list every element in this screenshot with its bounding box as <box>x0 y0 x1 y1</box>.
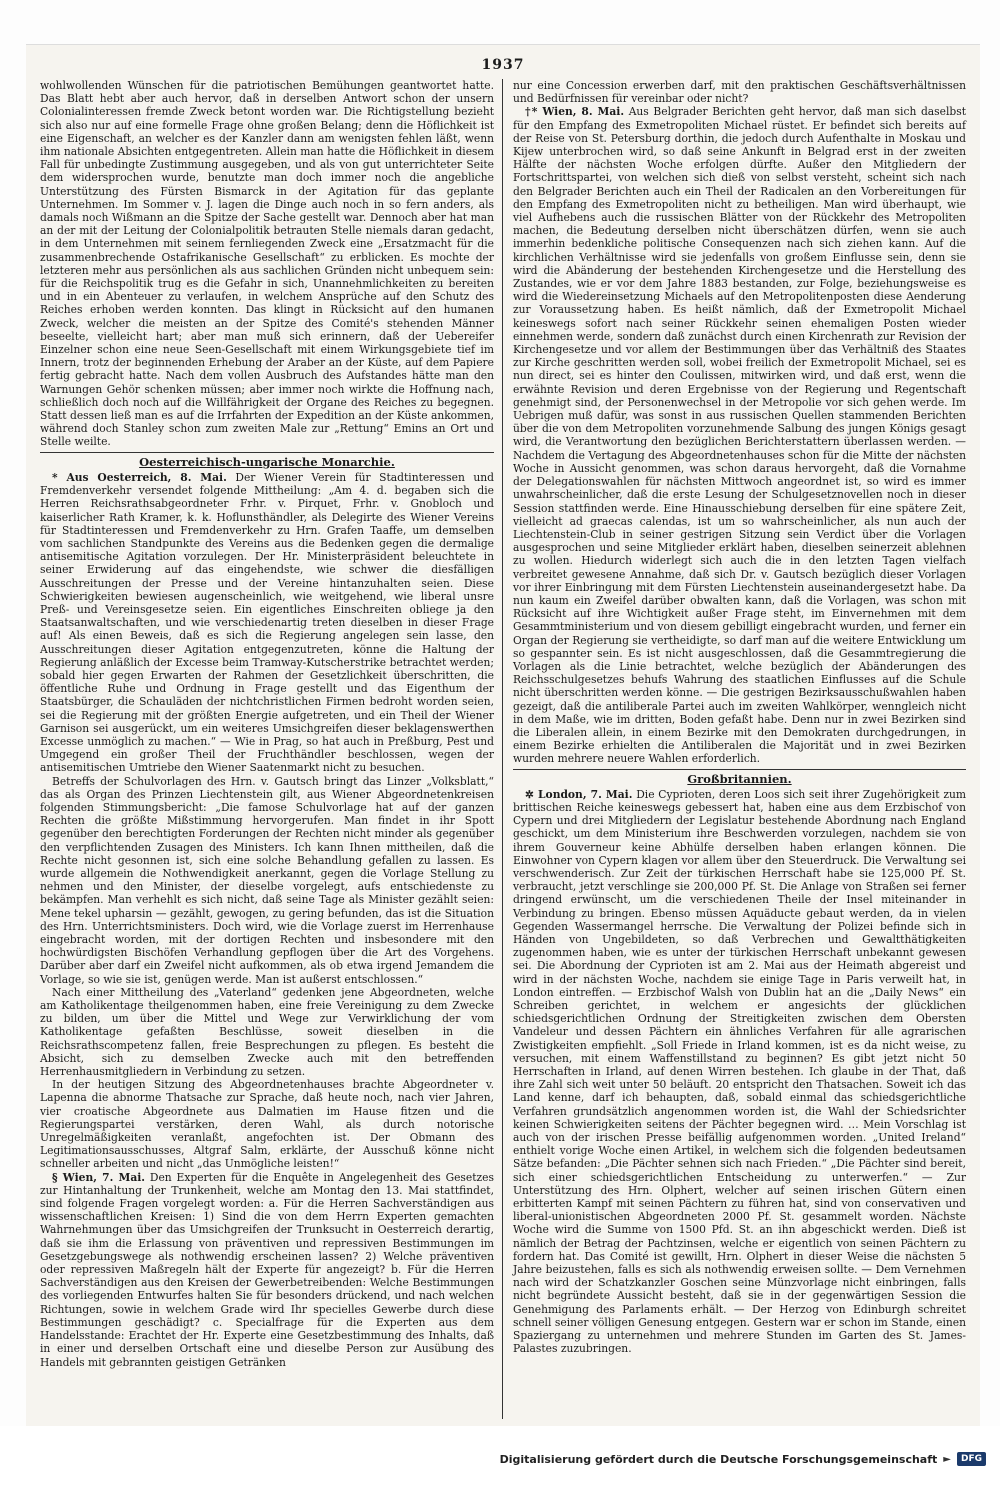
right-column <box>503 79 970 1419</box>
section-title-austria: Oesterreichisch-ungarische Monarchie. <box>139 454 395 469</box>
section-divider <box>513 769 966 770</box>
dateline: * Aus Oesterreich, 8. Mai. <box>52 470 227 484</box>
article-paragraph: Den Experten für die Enquête in Angelegenheit des Gesetzes zur Hintanhaltung der Trunkenheit, welche am Montag den 13. Mai stattfindet, sind folgende Fragen vorgelegt worden: a. Für die Herren Sachverständigen aus wissenschaftlichen Kreisen: 1) Sind die von dem Herrn Experten gemachten Wahrnehmungen über das Umsichgreifen der Trunksucht in Oesterreich derartig, daß sie ihm die Erlassung von präventiven und repressiven Bestimmungen im Gesetzgebungswege als nothwendig erscheinen lassen? 2) Welche präventiven oder repressiven Maßregeln hält der Experte für angezeigt? b. Für die Herren Sachverständigen aus den Kreisen der Gewerbetreibenden: Welche Bestimmungen des vorliegenden Entwurfes halten Sie für besonders drückend, und nach welchen Richtungen, sowie in welchem Grade wird Ihr specielles Gewerbe durch diese Bestimmungen geschädigt? c. Specialfrage für die Experten aus dem Handelsstande: Erachtet der Hr. Experte eine Gesetzbestimmung des Inhalts, daß in einer und derselben Ortschaft eine und dieselbe Person zur Ausübung des Handels mit gebrannten geistigen Getränken <box>40 1170 494 1369</box>
article-paragraph: In der heutigen Sitzung des Abgeordnetenhauses brachte Abgeordneter v. Lapenna die abnorme Thatsache zur Sprache, daß heute noch, nach vier Jahren, vier croatische Abgeordnete aus Dalmatien im Hause fitzen und die Regierungspartei verstärken, deren Wahl, als durch notorische Unregelmäßigkeiten veranlaßt, angefochten ist. Der Obmann des Legitimationsausschusses, Altgraf Salm, erklärte, der Ausschuß könne nicht schneller arbeiten und nicht „das Unmögliche leisten!“ <box>40 1078 494 1171</box>
article-paragraph: Die Cyprioten, deren Loos sich seit ihrer Zugehörigkeit zum brittischen Reiche keineswegs gebessert hat, haben eine aus dem Erzbischof von Cypern und drei Mitgliedern der Legislatur bestehende Abordnung nach England geschickt, um dem Ministerium ihre Beschwerden vorzulegen, nachdem sie von ihrem Gouverneur keine Abhülfe derselben haben erlangen können. Die Einwohner von Cypern klagen vor allem über den Steuerdruck. Die Verwaltung sei verschwenderisch. Zur Zeit der türkischen Herrschaft habe sie 125,000 Pf. St. verbraucht, jetzt verschlinge sie 200,000 Pf. St. Die Anlage von Straßen sei ferner dringend erwünscht, um die verschiedenen Theile der Insel miteinander in Verbindung zu bringen. Ebenso müssen Aquäducte gebaut werden, da in vielen Gegenden Wassermangel herrsche. Die Verwaltung der Polizei befinde sich in Händen von Ungebildeten, so daß Verbrechen und Gewaltthätigkeiten zugenommen haben, wie es unter der türkischen Herrschaft unbekannt gewesen sei. Die Abordnung der Cyprioten ist am 2. Mai aus der Heimath abgereist und wird in der nächsten Woche, nachdem sie einige Tage in Paris verweilt hat, in London eintreffen. — Erzbischof Walsh von Dublin hat an die „Daily News“ ein Schreiben gerichtet, in welchem er angesichts der glücklichen schiedsgerichtlichen Ordnung der Streitigkeiten zwischen dem Obersten Vandeleur und dessen Pächtern ein ähnliches Verfahren für alle agrarischen Zwistigkeiten empfiehlt. „Soll Friede in Irland kommen, ist es da nicht weise, zu versuchen, mit einem Waffenstillstand zu beginnen? Es gibt jetzt nicht 50 Herrschaften in Irland, auf denen Wirren bestehen. Ich glaube in der That, daß ihre Zahl sich weit unter 50 beläuft. 20 entspricht den Thatsachen. Soweit ich das Land kenne, darf ich behaupten, daß, sobald einmal das schiedsgerichtliche Verfahren grundsätzlich angenommen worden ist, die Wahl der Schiedsrichter keinen Schwierigkeiten seitens der Pächter begegnen wird. … Mein Vorschlag ist auch von der irischen Presse beifällig aufgenommen worden. „United Ireland“ enthielt vorige Woche einen Artikel, in welchem sich die folgenden bedeutsamen Sätze befanden: „Die Pächter sehnen sich nach Frieden.“ „Die Pächter sind bereit, sich einer schiedsgerichtlichen Entscheidung zu unterwerfen.“ — Zur Unterstützung des Hrn. Olphert, welcher auf seinen irischen Gütern einen erbitterten Kampf mit seinen Pächtern zu führen hat, sind von conservativen und liberal-unionistischen Abgeordneten 2000 Pf. St. gesammelt worden. Nächste Woche wird die Summe von 1500 Pfd. St. an ihn abgeschickt werden. Dieß ist nämlich der Betrag der Pachtzinsen, welche er eigentlich von seinen Pächtern zu fordern hat. Das Comité ist gewillt, Hrn. Olphert in dieser Weise die nächsten 5 Jahre beizustehen, falls es sich als nothwendig erweisen sollte. — Dem Vernehmen nach wird der Schatzkanzler Goschen seine Münzvorlage nicht einbringen, falls nicht begründete Aussicht besteht, daß sie in der gegenwärtigen Session die Genehmigung des Parlaments erhält. — Der Herzog von Edinburgh schreitet schnell seiner völligen Genesung entgegen. Gestern war er schon im Stande, einen Spaziergang zu unternehmen und mehrere Stunden im Garten des St. James-Palastes zuzubringen. <box>513 787 966 1356</box>
newspaper-page <box>26 44 980 1427</box>
dateline: § Wien, 7. Mai. <box>52 1170 146 1184</box>
dateline: ✲ London, 7. Mai. <box>525 787 633 801</box>
article-columns <box>36 79 970 1419</box>
article-paragraph: Aus Belgrader Berichten geht hervor, daß man sich daselbst für den Empfang des Exmetropoliten Michael rüstet. Er befindet sich bereits auf der Reise von St. Petersburg dorthin, die jedoch durch Aufenthalte in Moskau und Kijew unterbrochen wird, so daß seine Ankunft in Belgrad erst in der zweiten Hälfte der nächsten Woche erfolgen dürfte. Außer den Mitgliedern der Fortschrittspartei, von welchen sich dieß von selbst versteht, scheint sich nach den Belgrader Berichten auch ein Theil der Radicalen an den Vorbereitungen für den Empfang des Exmetropoliten nicht zu betheiligen. Man wird überhaupt, wie viel Aufhebens auch die russischen Blätter von der Rückkehr des Metropoliten machen, die Bedeutung derselben nicht überschätzen dürfen, wenn sie auch immerhin bedenkliche politische Consequenzen nach sich ziehen kann. Auf die kirchlichen Verhältnisse wird sie jedenfalls von großem Einflusse sein, denn sie wird die Abänderung der bestehenden Kirchengesetze und die Herstellung des Zustandes, wie er vor dem Jahre 1883 bestanden, zur Folge, beziehungsweise es wird die Wiedereinsetzung Michaels auf den Metropolitenposten diese Aenderung zur Voraussetzung haben. Es heißt nämlich, daß der Exmetropolit Michael keineswegs sofort nach seiner Rückkehr seinen ehemaligen Posten wieder einnehmen werde, sondern daß zunächst durch einen Kirchenrath zur Revision der Kirchengesetze und vor allem der Bestimmungen über das Verhältniß des Staates zur Kirche geschritten werden soll, wobei freilich der Exmetropolit Michael, sei es nun direct, sei es hinter den Coulissen, mitwirken wird, und daß erst, wenn die erwähnte Revision und deren Ergebnisse von der Regierung und Regentschaft genehmigt sind, der Personenwechsel in der Metropolie vor sich gehen werde. Im Uebrigen muß dafür, was sonst in aus russischen Quellen stammenden Berichten über die von dem Metropoliten vorzunehmende Salbung des jungen Königs gesagt wird, die Verantwortung den bezüglichen Berichterstattern überlassen werden. — Nachdem die Vertagung des Abgeordnetenhauses schon für die Mitte der nächsten Woche in Aussicht genommen, was schon daraus hervorgeht, daß die Vornahme der Delegationswahlen für nächsten Mittwoch angeordnet ist, so wird es immer unwahrscheinlicher, daß die erste Lesung der Schulgesetznovellen noch in dieser Session stattfinden werde. Eine Hinausschiebung derselben für eine spätere Zeit, vielleicht ad graecas calendas, ist um so wahrscheinlicher, als nun auch der Liechtenstein-Club in seiner gestrigen Sitzung sein Verdict über die Vorlagen ausgesprochen und seine Mitglieder erklärt haben, dieselben seinerzeit ablehnen zu wollen. Hiedurch widerlegt sich auch die in den letzten Tagen vielfach verbreitet gewesene Annahme, daß sich Dr. v. Gautsch bezüglich dieser Vorlagen vor ihrer Einbringung mit dem Fürsten Liechtenstein auseinandergesetzt habe. Da nun kaum ein Zweifel darüber obwalten kann, daß die Vorlagen, was schon mit Rücksicht auf ihre Wichtigkeit außer Frage steht, im Einvernehmen mit dem Gesammtministerium und von diesem gebilligt eingebracht wurden, und ferner ein Organ der Regierung sie vertheidigte, so darf man auf die weitere Entwicklung um so gespannter sein. Es ist nicht ausgeschlossen, daß die Gesammtregierung die Vorlagen als die Linie betrachtet, welche bezüglich der Abänderungen des Reichsschulgesetzes behufs Wahrung des staatlichen Einflusses auf die Schule nicht überschritten werden könne. — Die gestrigen Bezirksausschußwahlen haben gezeigt, daß die antiliberale Partei auch im zweiten Wahlkörper, wenngleich nicht in dem Maße, wie im dritten, Boden gefaßt habe. Denn nur in zwei Bezirken sind die Liberalen allein, in einem Bezirke mit den Demokraten durchgedrungen, in einem Bezirke erhielten die Antiliberalen die Majorität und in zwei Bezirken wurden mehrere neuere Wahlen erforderlich. <box>513 105 967 766</box>
funding-notice: Digitalisierung gefördert durch die Deutsche Forschungsgemeinschaft <box>499 1452 938 1466</box>
dfg-logo[interactable]: DFG <box>957 1452 986 1466</box>
page-number: 1937 <box>481 57 525 73</box>
dateline: †* Wien, 8. Mai. <box>525 105 625 119</box>
article-paragraph: Nach einer Mittheilung des „Vaterland“ gedenken jene Abgeordneten, welche am Katholikentage theilgenommen haben, eine freie Vereinigung zu dem Zwecke zu bilden, um über die Mittel und Wege zur Verwirklichung der vom Katholikentage gefaßten Beschlüsse, soweit dieselben in die Reichsrathscompetenz fallen, freie Besprechungen zu pflegen. Es besteht die Absicht, sich zu demselben Zwecke auch mit den betreffenden Herrenhausmitgliedern in Verbindung zu setzen. <box>40 985 494 1079</box>
section-title-britain: Großbritannien. <box>687 771 792 786</box>
arrow-icon: ► <box>943 1453 951 1465</box>
article-paragraph: Betreffs der Schulvorlagen des Hrn. v. Gautsch bringt das Linzer „Volksblatt,“ das als Organ des Prinzen Liechtenstein gilt, aus Wiener Abgeordnetenkreisen folgenden Stimmungsbericht: „Die famose Schulvorlage hat auf der ganzen Rechten die größte Mißstimmung hervorgerufen. Man findet in ihr Spott gegenüber den berechtigten Forderungen der Rechten nicht minder als gegenüber den verpflichtenden Zusagen des Ministers. Ich kann Ihnen mittheilen, daß die Rechte nicht gesonnen ist, sich eine solche Behandlung gefallen zu lassen. Es wurde allgemein die Nothwendigkeit anerkannt, gegen die Vorlage Stellung zu nehmen und den Minister, der dieselbe vorgelegt, aufs entschiedenste zu bekämpfen. Man verhehlt es sich nicht, daß seine Tage als Minister gezählt seien: Mene tekel upharsin — gezählt, gewogen, zu gering befunden, das ist die Situation des Hrn. Unterrichtsministers. Doch wird, wie die Vorlage zuerst im Herrenhause eingebracht worden, mit der dortigen Rechten und insbesondere mit den hochwürdigsten Bischöfen Verhandlung gepflogen über die Art des Vorgehens. Darüber aber darf ein Zweifel nicht aufkommen, als ob etwa irgend Jemandem die Vorlage, so wie sie ist, genügen werde. Man ist außerst entschlossen.“ <box>40 774 494 986</box>
footer-bar <box>0 1426 1000 1492</box>
article-paragraph: wohlwollenden Wünschen für die patriotischen Bemühungen geantwortet hatte. Das Blatt hebt aber auch hervor, daß in derselben Antwort schon der unsern Colonialinteressen fremde Zweck betont worden war. Die Richtigstellung bezieht sich also nur auf eine formelle Frage ohne großen Belang; denn die Höflichkeit ist eine Eigenschaft, an welcher es der Kanzler dann am wenigsten fehlen läßt, wenn ihm nationale Absichten entgegentreten. Allein man hatte die Höflichkeit in diesem Fall für unbedingte Zustimmung ausgegeben, und als von gut unterrichteter Seite dem widersprochen wurde, benutzte man doch immer noch die angebliche Unterstützung des Fürsten Bismarck in der Agitation für das geplante Unternehmen. Im Sommer v. J. lagen die Dinge auch noch in so fern anders, als damals noch Wißmann an die Spitze der Sache gestellt war. Dennoch aber hat man an der mit der Leitung der Colonialpolitik betrauten Stelle niemals daran gedacht, in dem Unternehmen mit seinem fernliegenden Zweck eine „Ersatzmacht für die zusammenbrechende Ostafrikanische Gesellschaft“ zu erblicken. Es mochte der letzteren mehr aus persönlichen als aus sachlichen Gründen nicht unbequem sein: für die Reichspolitik trug es die Gefahr in sich, Unannehmlichkeiten zu bereiten und in ein Abenteuer zu verlaufen, in welchem Ansprüche auf den Schutz des Reiches erhoben werden konnten. Das klingt in Rücksicht auf den humanen Zweck, welcher die meisten an der Spitze des Comité's stehenden Männer beseelte, vielleicht hart; aber man muß sich erinnern, daß der Uebereifer Einzelner schon eine neue Seen-Gesellschaft mit einem Wirkungsgebiete tief im Innern, trotz der beginnenden Erhebung der Araber an der Küste, auf dem Papiere fertig gebracht hatte. Nach dem vollen Ausbruch des Aufstandes hätte man den Warnungen Gehör schenken müssen; aber immer noch wirkte die Hoffnung nach, schließlich doch noch auf die Willfährigkeit der Organe des Reiches zu begegnen. Statt dessen ließ man es auf die Irrfahrten der Expedition an der Küste ankommen, während doch Stanley schon zum zweiten Male zur „Rettung“ Emins an Ort und Stelle weilte. <box>40 79 494 449</box>
section-divider <box>40 452 494 453</box>
article-paragraph: nur eine Concession erwerben darf, mit den praktischen Geschäftsverhältnissen und Bedürfnissen für vereinbar oder nicht? <box>513 79 966 106</box>
article-paragraph: Der Wiener Verein für Stadtinteressen und Fremdenverkehr versendet folgende Mittheilung: „Am 4. d. begaben sich die Herren Reichsrathsabgeordneter Frhr. v. Pirquet, Frhr. v. Gnobloch und kaiserlicher Rath Kramer, k. k. Hoflunsthändler, als Delegirte des Wiener Vereins für Stadtinteressen und Fremdenverkehr zu Hrn. Grafen Taaffe, um demselben vom sachlichen Standpunkte des Vereins aus die Bedenken gegen die dermalige antisemitische Agitation vorzulegen. Der Hr. Ministerpräsident beleuchtete in seiner Erwiderung auf das eingehendste, wie schwer die diesfälligen Ausschreitungen der Presse und der Vereine hintanzuhalten seien. Diese Schwierigkeiten bewiesen augenscheinlich, wie weitgehend, wie liberal unsre Preß- und Vereinsgesetze seien. Ein eigentliches Einschreiten obliege ja den Staatsanwaltschaften, und wie verschiedenartig treten dieselben in dieser Frage auf! Als einen Beweis, daß es sich die Regierung angelegen sein lasse, den Ausschreitungen dieser Agitation entgegenzutreten, könne die Haltung der Regierung anläßlich der Excesse beim Tramway-Kutscherstrike betrachtet werden; sobald hier gegen Erwarten der Rahmen der Gesetzlichkeit überschritten, die öffentliche Ruhe und Ordnung in Frage gestellt und das Eigenthum der Staatsbürger, die Schauläden der nichtchristlichen Firmen bedroht worden seien, sei die Regierung mit der größten Energie aufgetreten, und ein Theil der Wiener Garnison sei ausgerückt, um ein weiteres Umsichgreifen dieser beklagenswerthen Excesse unmöglich zu machen.“ — Wie in Prag, so hat auch in Preßburg, Pest und Umgegend ein großer Theil der Fruchthändler beschlossen, wegen der antisemitischen Umtriebe den Wiener Saatenmarkt nicht zu besuchen. <box>40 470 494 775</box>
left-column <box>36 79 503 1419</box>
